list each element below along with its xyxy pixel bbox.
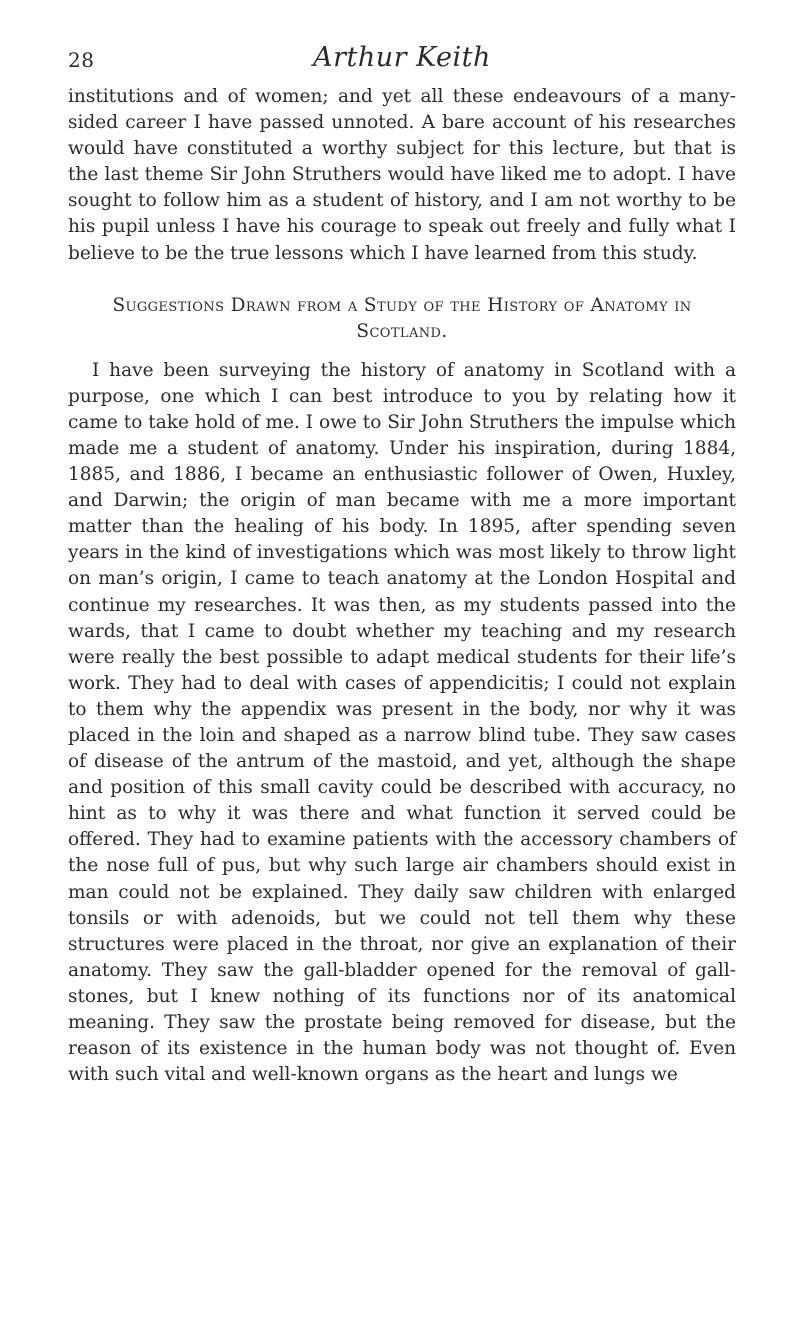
page-number: 28 [68, 48, 95, 72]
running-head [68, 42, 736, 82]
continuation-paragraph: institutions and of women; and yet all these endeavours of a many-sided career I have passed unnoted. A bare account of his researches would have constituted a worthy subject for this lecture, but that is the last theme Sir John Struthers would have liked me to adopt. I have sought to follow him as a student of history, and I am not worthy to be his pupil unless I have his courage to speak out freely and fully what I believe to be the true lessons which I have learned from this study. [68, 86, 736, 264]
running-title: Arthur Keith [313, 42, 491, 73]
main-paragraph: I have been surveying the history of anatomy in Scotland with a purpose, one which I can best introduce to you by relating how it came to take hold of me. I owe to Sir John Struthers the impulse which made me a student of anatomy. Under his inspiration, during 1884, 1885, and 1886, I became an enthusiastic follower of Owen, Huxley, and Darwin; the origin of man became with me a more important matter than the healing of his body. In 1895, after spending seven years in the kind of investigations which was most likely to throw light on man’s origin, I came to teach anatomy at the London Hospital and continue my researches. It was then, as my students passed into the wards, that I came to doubt whether my teaching and my research were really the best possible to adapt medical students for their life’s work. They had to deal with cases of appendicitis; I could not explain to them why the appendix was present in the body, nor why it was placed in the loin and shaped as a narrow blind tube. They saw cases of disease of the antrum of the mastoid, and yet, although the shape and position of this small cavity could be described with accuracy, no hint as to why it was there and what function it served could be offered. They had to examine patients with the accessory chambers of the nose full of pus, but why such large air chambers should exist in man could not be explained. They daily saw children with enlarged tonsils or with adenoids, but we could not tell them why these structures were placed in the throat, nor give an explanation of their anatomy. They saw the gall-bladder opened for the removal of gall-stones, but I knew nothing of its functions nor of its anatomical meaning. They saw the prostate being removed for disease, but the reason of its existence in the human body was not thought of. Even with such vital and well-known organs as the heart and lungs we [68, 359, 736, 1086]
book-page [68, 42, 736, 1088]
section-heading: Suggestions Drawn from a Study of the History of Anatomy in Scotland. [112, 294, 692, 342]
